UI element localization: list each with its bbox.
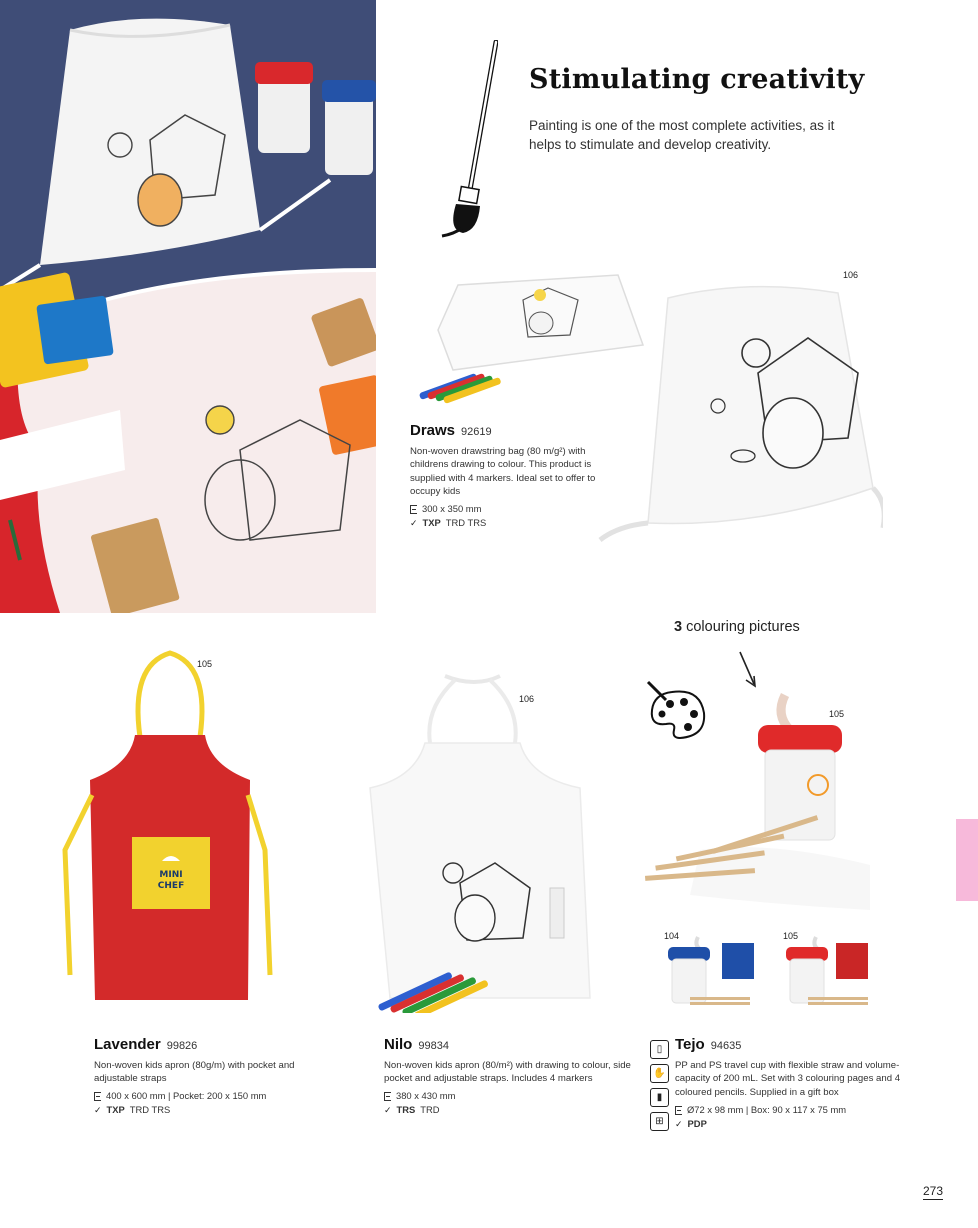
nilo-title-row (384, 1036, 449, 1054)
tejo-name: Tejo (675, 1036, 705, 1053)
draws-tech-bold: TXP (422, 517, 441, 528)
section-tab-marker (956, 819, 978, 901)
size-icon (384, 1092, 391, 1101)
colouring-callout (674, 619, 800, 635)
size-icon (94, 1092, 101, 1101)
nilo-size-row (384, 1089, 455, 1103)
gift-box-icon: ⊞ (650, 1112, 669, 1131)
size-icon (410, 505, 417, 514)
nilo-code: 99834 (418, 1040, 449, 1052)
tejo-technique-row (675, 1117, 707, 1131)
intro-text: Painting is one of the most complete activities, as it helps to stimulate and develop creativity. (529, 118, 835, 152)
draws-ref-number: 106 (843, 270, 859, 280)
lavender-technique-row (94, 1103, 170, 1117)
paintbrush-icon (428, 40, 498, 245)
lavender-tech-rest: TRD TRS (129, 1104, 171, 1115)
nilo-ref-number: 106 (519, 694, 535, 704)
draws-description: Non-woven drawstring bag (80 m/g²) with childrens drawing to colour. This product is supplied with 4 markers. Ideal set to offer to occupy kids (410, 446, 596, 498)
tejo-main-image (630, 690, 870, 920)
lavender-code: 99826 (166, 1040, 198, 1052)
page-number: 273 (923, 1184, 944, 1198)
lavender-apron-image (60, 645, 280, 1015)
tejo-size: Ø72 x 98 mm | Box: 90 x 117 x 75 mm (687, 1104, 847, 1115)
page-title: Stimulating creativity (529, 64, 865, 95)
lavender-size-row (94, 1089, 266, 1103)
nilo-size: 380 x 430 mm (396, 1090, 456, 1101)
draws-size-row (410, 502, 481, 516)
lavender-title-row (94, 1036, 197, 1054)
tejo-title-row (675, 1036, 741, 1054)
draws-technique-row (410, 516, 486, 530)
draws-name: Draws (410, 422, 456, 439)
nilo-description: Non-woven kids apron (80/m²) with drawing to colour, side pocket and adjustable straps. Includes 4 markers (384, 1060, 631, 1085)
size-icon (675, 1106, 682, 1115)
tejo-tech-bold: PDP (687, 1118, 707, 1129)
tejo-description: PP and PS travel cup with flexible straw and volume-capacity of 200 mL. Set with 3 colouring pages and 4 coloured pencils. Supplied in a gift box (675, 1060, 901, 1098)
bottle-icon: ▮ (650, 1088, 669, 1107)
hero-photo (0, 0, 376, 613)
cup-icon: ▯ (650, 1040, 669, 1059)
tejo-red-ref: 105 (783, 931, 799, 941)
lavender-size: 400 x 600 mm | Pocket: 200 x 150 mm (106, 1090, 267, 1101)
lavender-description: Non-woven kids apron (80g/m) with pocket and adjustable straps (94, 1060, 295, 1085)
svg-text:CHEF: CHEF (157, 881, 185, 891)
nilo-apron-image (345, 668, 615, 1018)
draws-bag-image (598, 278, 883, 553)
lavender-name: Lavender (94, 1036, 161, 1053)
nilo-tech-bold: TRS (396, 1104, 416, 1115)
lavender-ref-number: 105 (197, 659, 213, 669)
hand-wash-icon: ✋ (650, 1064, 669, 1083)
lavender-tech-bold: TXP (106, 1104, 125, 1115)
callout-bold: 3 (674, 619, 683, 635)
technique-icon: ✓ (410, 518, 418, 528)
technique-icon: ✓ (675, 1119, 683, 1129)
technique-icon: ✓ (384, 1105, 392, 1115)
technique-icon: ✓ (94, 1105, 102, 1115)
callout-text: colouring pictures (686, 619, 800, 635)
nilo-name: Nilo (384, 1036, 413, 1053)
nilo-tech-rest: TRD (420, 1104, 440, 1115)
tejo-size-row (675, 1103, 846, 1117)
tejo-ref-number: 105 (829, 709, 845, 719)
nilo-technique-row (384, 1103, 440, 1117)
hero-photo-illustration (0, 0, 376, 613)
tejo-blue-variant-image (660, 935, 770, 1015)
arrow-icon (738, 650, 758, 695)
draws-code: 92619 (461, 426, 492, 438)
tejo-red-variant-image (778, 935, 888, 1015)
draws-size: 300 x 350 mm (422, 503, 482, 514)
draws-title-row (410, 422, 492, 440)
draws-tech-rest: TRD TRS (445, 517, 487, 528)
tejo-blue-ref: 104 (664, 931, 680, 941)
tejo-code: 94635 (710, 1040, 742, 1052)
svg-text:MINI: MINI (159, 870, 183, 880)
